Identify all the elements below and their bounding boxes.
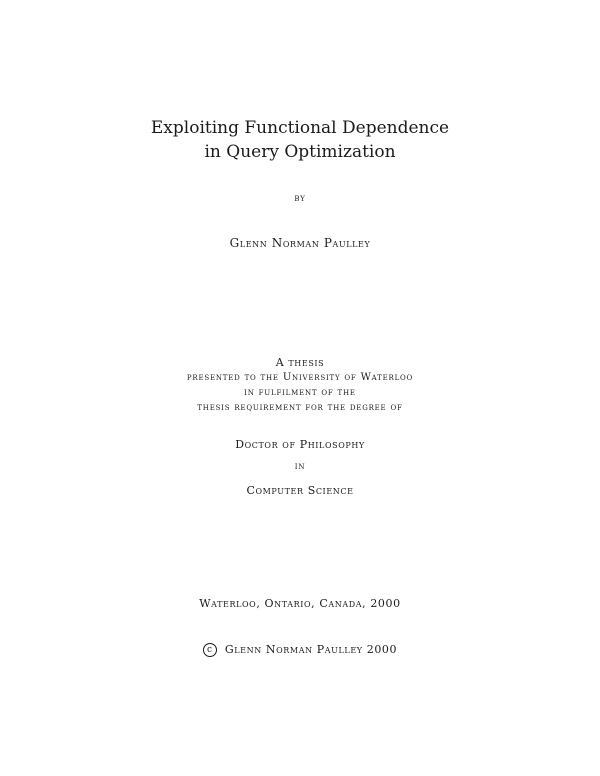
thesis-line-2: presented to the University of Waterloo: [186, 372, 414, 383]
in-label: in: [294, 461, 306, 472]
thesis-title-line-2: in Query Optimization: [204, 142, 396, 162]
author-name: Glenn Norman Paulley: [229, 236, 371, 250]
thesis-line-1: A thesis: [275, 356, 325, 369]
field-name: Computer Science: [246, 484, 354, 497]
thesis-line-4: thesis requirement for the degree of: [197, 402, 403, 413]
thesis-title-line-1: Exploiting Functional Dependence: [150, 118, 450, 138]
place-and-date: Waterloo, Ontario, Canada, 2000: [199, 597, 401, 610]
degree-name: Doctor of Philosophy: [235, 438, 365, 451]
copyright-text: Glenn Norman Paulley 2000: [224, 643, 398, 656]
by-label: by: [294, 193, 306, 204]
copyright-icon: c: [203, 643, 217, 657]
copyright-line: [0, 643, 600, 657]
thesis-line-3: in fulfilment of the: [244, 387, 356, 398]
